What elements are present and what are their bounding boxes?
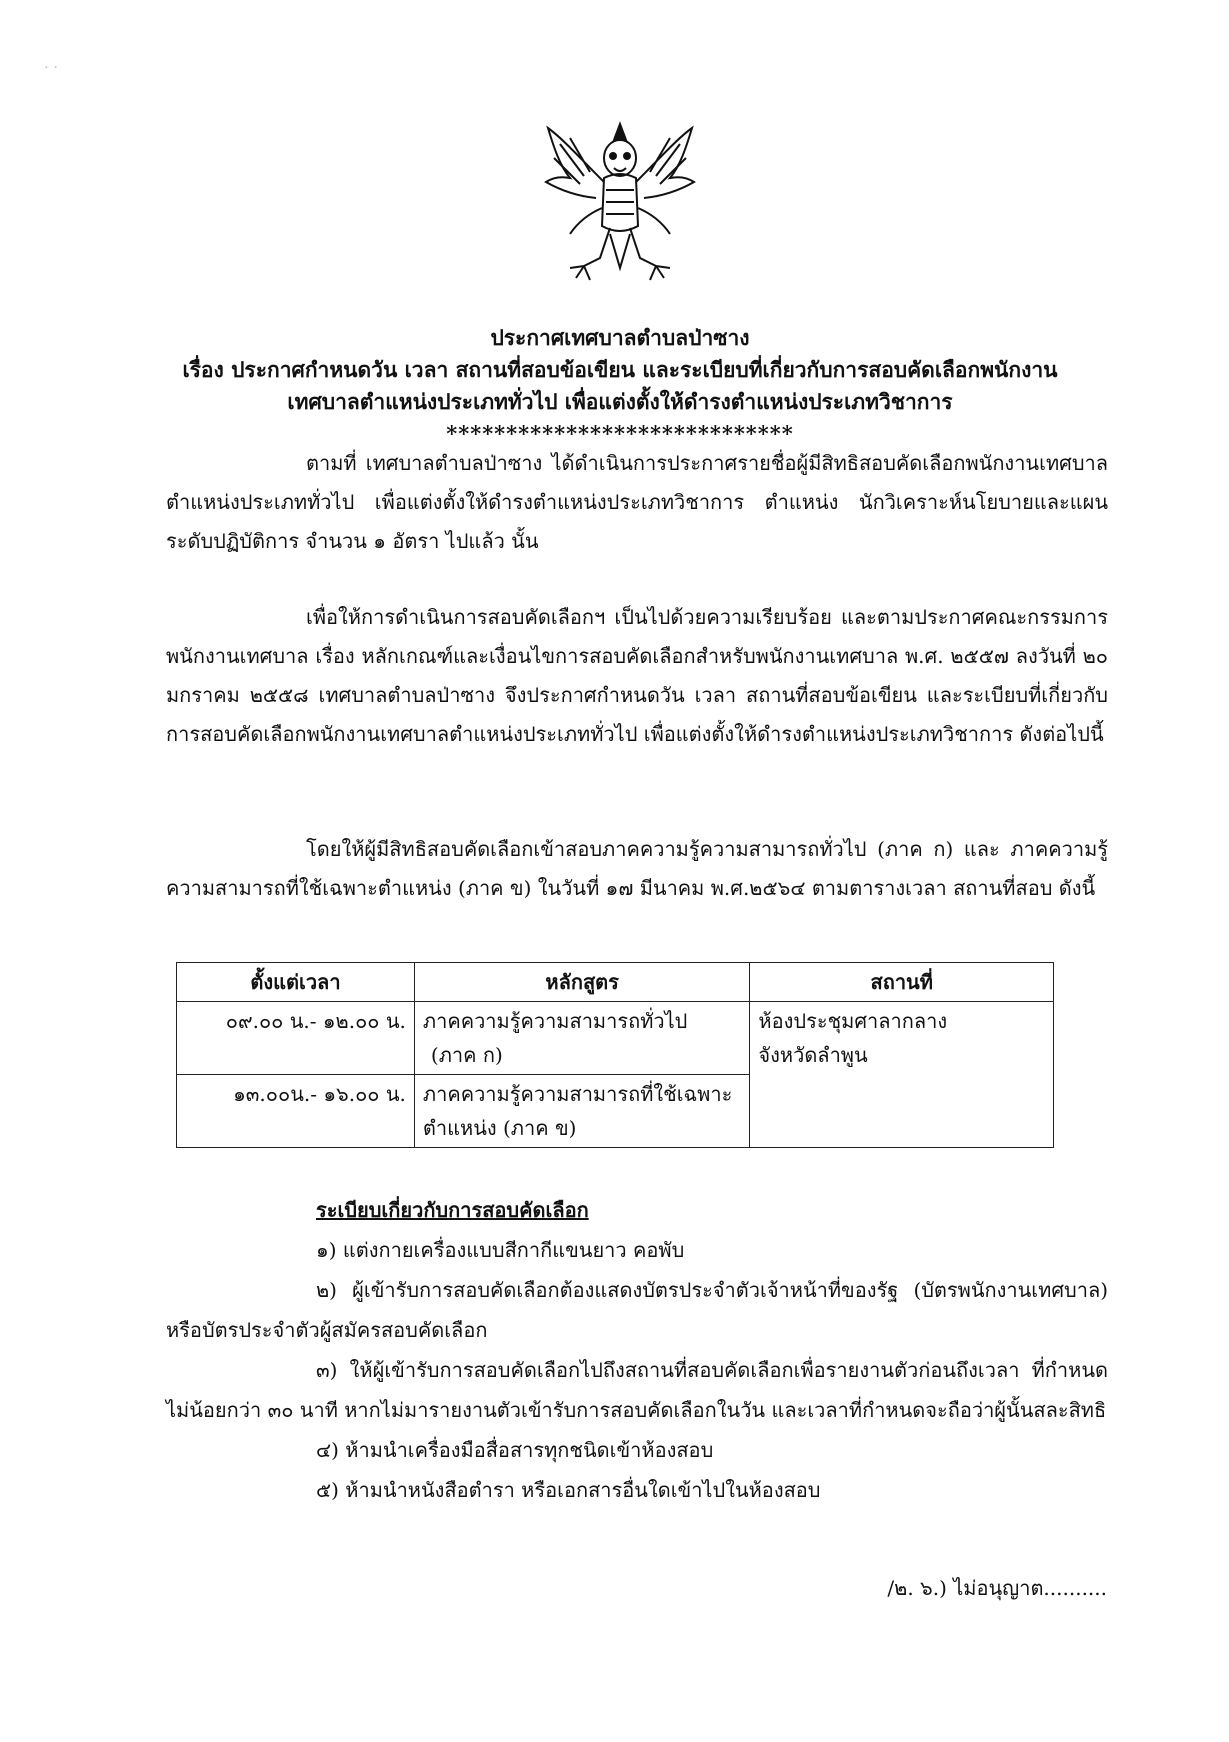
course-cell: [414, 1075, 750, 1148]
rule-item: ๑) แต่งกายเครื่องแบบสีกากีแขนยาว คอพับ: [316, 1238, 685, 1262]
course-part: (ภาค ก): [430, 1043, 503, 1067]
subject-line: เรื่อง ประกาศกำหนดวัน เวลา สถานที่สอบข้อเขียน และระเบียบที่เกี่ยวกับการสอบคัดเลือกพนักงาน: [182, 357, 1058, 382]
column-header: สถานที่: [750, 963, 1054, 1002]
paragraph-text: โดยให้ผู้มีสิทธิสอบคัดเลือกเข้าสอบภาคความรู้ความสามารถทั่วไป (ภาค ก) และ ภาคความรู้ความสามารถที่ใช้เฉพาะตำแหน่ง (ภาค ข) ในวันที่ ๑๗ มีนาคม พ.ศ.๒๕๖๔ ตามตารางเวลา สถานที่สอบ ดังนี้: [166, 837, 1108, 900]
course-cell: [414, 1002, 750, 1075]
subject-line-2: เทศบาลตำแหน่งประเภททั่วไป เพื่อแต่งตั้งให้ดำรงตำแหน่งประเภทวิชาการ: [287, 389, 953, 414]
place-name: ห้องประชุมศาลากลาง: [758, 1009, 948, 1033]
column-header: หลักสูตร: [414, 963, 750, 1002]
paragraph-text: ตามที่ เทศบาลตำบลป่าซาง ได้ดำเนินการประกาศรายชื่อผู้มีสิทธิสอบคัดเลือกพนักงานเทศบาลตำแหน่งประเภททั่วไป เพื่อแต่งตั้งให้ดำรงตำแหน่งประเภทวิชาการ ตำแหน่ง นักวิเคราะห์นโยบายและแผน ระดับปฏิบัติการ จำนวน ๑ อัตรา ไปแล้ว นั้น: [166, 451, 1108, 553]
issuer-title: ประกาศเทศบาลตำบลป่าซาง: [490, 325, 750, 350]
course-name: ภาคความรู้ความสามารถที่ใช้เฉพาะ: [422, 1082, 733, 1106]
rule-item: ๔) ห้ามนำเครื่องมือสื่อสารทุกชนิดเข้าห้องสอบ: [316, 1438, 714, 1462]
time-cell: ๐๙.๐๐ น.- ๑๒.๐๐ น.: [177, 1002, 415, 1075]
table-row: [177, 1002, 1054, 1075]
garuda-emblem-icon: [540, 118, 700, 290]
paragraph-3: [166, 830, 1108, 908]
column-header: ตั้งแต่เวลา: [177, 963, 415, 1002]
scan-mark: ⋅ ⋅: [44, 60, 59, 76]
paragraph-text: เพื่อให้การดำเนินการสอบคัดเลือกฯ เป็นไปด้วยความเรียบร้อย และตามประกาศคณะกรรมการพนักงานเทศบาล เรื่อง หลักเกณฑ์และเงื่อนไขการสอบคัดเลือกสำหรับพนักงานเทศบาล พ.ศ. ๒๕๕๗ ลงวันที่ ๒๐ มกราคม ๒๕๕๘ เทศบาลตำบลป่าซาง จึงประกาศกำหนดวัน เวลา สถานที่สอบข้อเขียน และระเบียบที่เกี่ยวกับการสอบคัดเลือกพนักงานเทศบาลตำแหน่งประเภททั่วไป เพื่อแต่งตั้งให้ดำรงตำแหน่งประเภทวิชาการ ดังต่อไปนี้: [166, 605, 1108, 746]
exam-schedule-table: [176, 962, 1054, 1148]
paragraph-2: [166, 598, 1108, 754]
rule-item: ๒) ผู้เข้ารับการสอบคัดเลือกต้องแสดงบัตรประจำตัวเจ้าหน้าที่ของรัฐ (บัตรพนักงานเทศบาล) หรือบัตรประจำตัวผู้สมัครสอบคัดเลือก: [166, 1278, 1108, 1342]
course-name: ภาคความรู้ความสามารถทั่วไป: [422, 1009, 688, 1033]
table-header-row: [177, 963, 1054, 1002]
rule-item: ๕) ห้ามนำหนังสือตำรา หรือเอกสารอื่นใดเข้าไปในห้องสอบ: [316, 1478, 821, 1502]
rules-title: ระเบียบเกี่ยวกับการสอบคัดเลือก: [316, 1198, 589, 1222]
place-province: จังหวัดลำพูน: [758, 1043, 868, 1067]
separator-stars: *****************************: [446, 421, 794, 446]
course-part: ตำแหน่ง (ภาค ข): [422, 1116, 577, 1140]
exam-rules: [166, 1190, 1108, 1510]
place-cell: [750, 1002, 1054, 1148]
document-header: [150, 322, 1090, 450]
continuation-note: /๒. ๖.) ไม่อนุญาต..........: [887, 1576, 1107, 1600]
time-cell: ๑๓.๐๐น.- ๑๖.๐๐ น.: [177, 1075, 415, 1148]
paragraph-1: [166, 444, 1108, 561]
rule-item: ๓) ให้ผู้เข้ารับการสอบคัดเลือกไปถึงสถานที่สอบคัดเลือกเพื่อรายงานตัวก่อนถึงเวลา ที่กำหนดไม่น้อยกว่า ๓๐ นาที หากไม่มารายงานตัวเข้ารับการสอบคัดเลือกในวัน และเวลาที่กำหนดจะถือว่าผู้นั้นสละสิทธิ: [166, 1358, 1108, 1422]
